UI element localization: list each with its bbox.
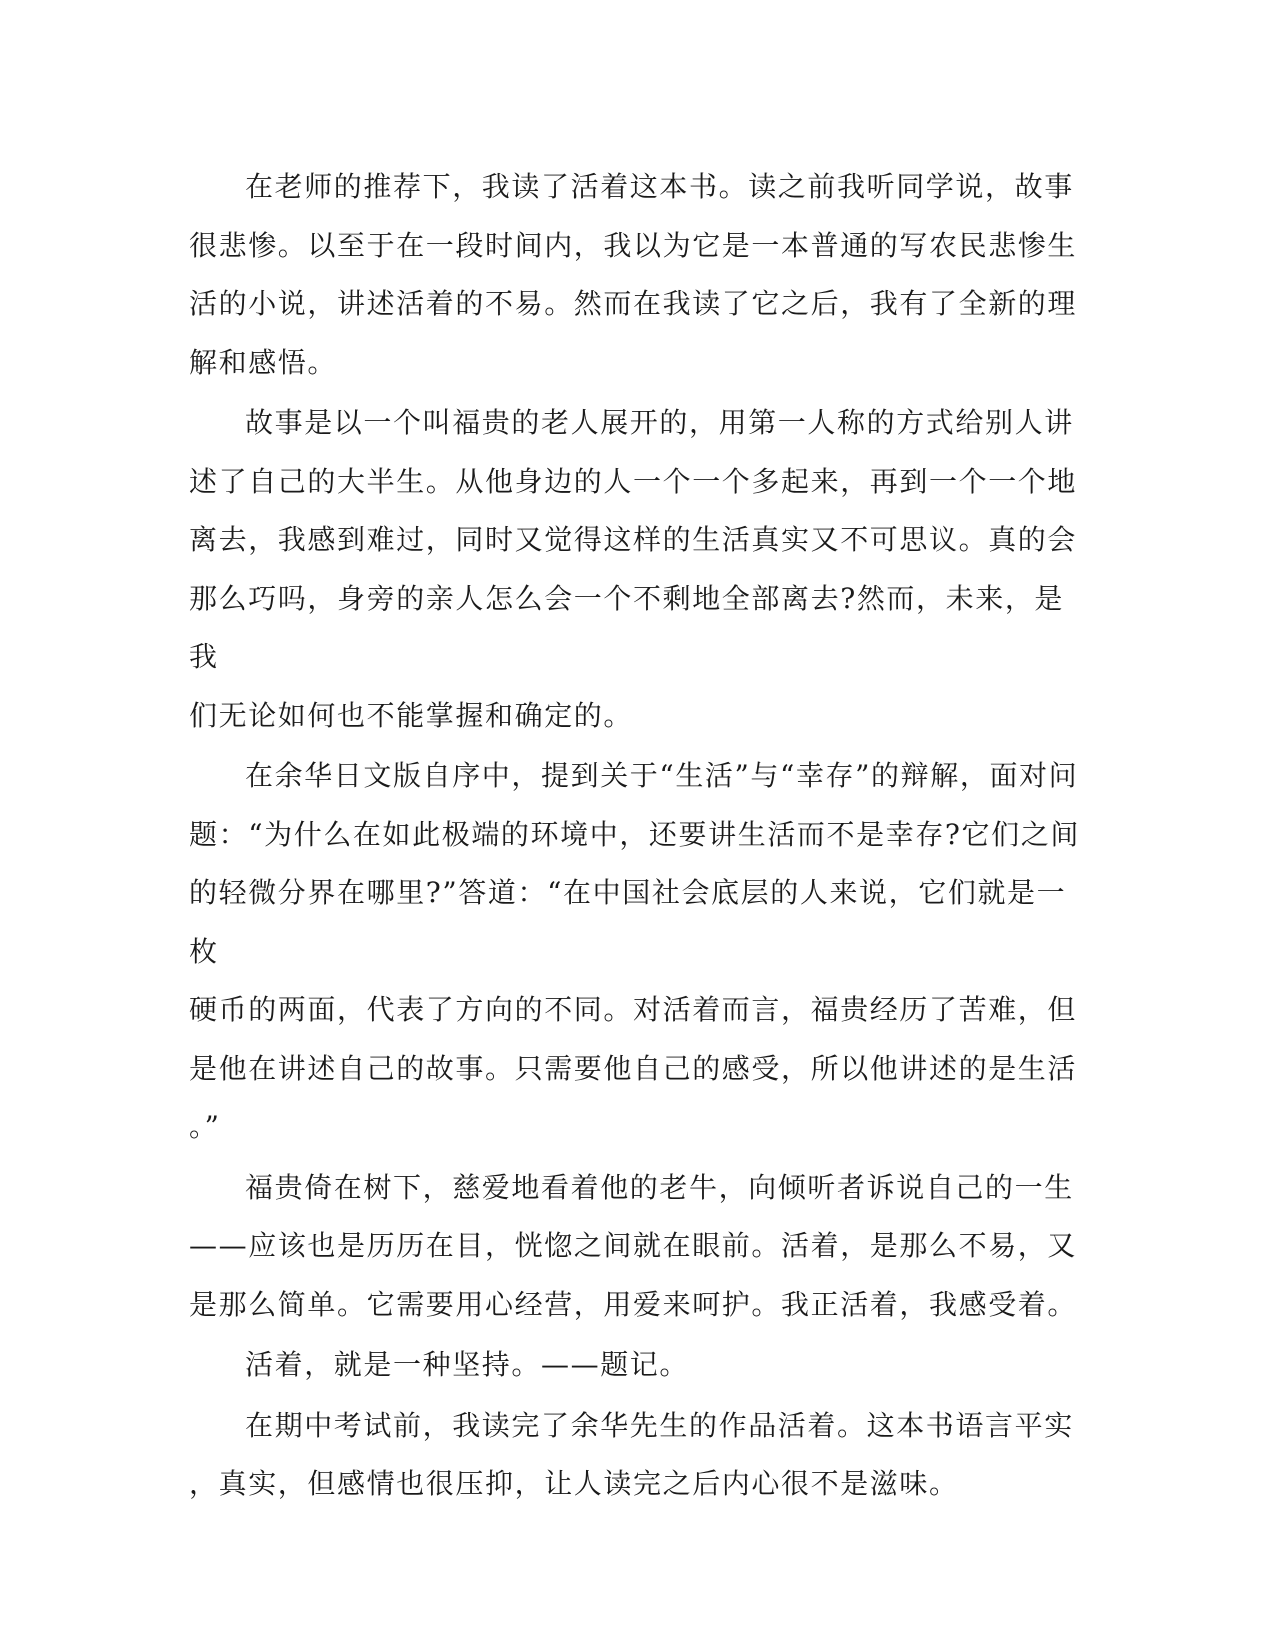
paragraph-3: 在余华日文版自序中，提到关于“生活”与“幸存”的辩解，面对问 题：“为什么在如此极端的环境中，还要讲生活而不是幸存?它们之间 的轻微分界在哪里?”答道：“在中国社会底层的人来说，它们就是一枚 硬币的两面，代表了方向的不同。对活着而言，福贵经历了苦难，但 是他在讲述自己的故事。只需要他自己的感受，所以他讲述的是生活 。”: [189, 759, 1080, 1143]
paragraph-2: 故事是以一个叫福贵的老人展开的，用第一人称的方式给别人讲 述了自己的大半生。从他身边的人一个一个多起来，再到一个一个地 离去，我感到难过，同时又觉得这样的生活真实又不可思议。真的会 那么巧吗，身旁的亲人怎么会一个不剩地全部离去?然而，未来，是我 们无论如何也不能掌握和确定的。: [189, 406, 1078, 732]
paragraph-4: 福贵倚在树下，慈爱地看着他的老牛，向倾听者诉说自己的一生 ——应该也是历历在目，恍惚之间就在眼前。活着，是那么不易，又 是那么简单。它需要用心经营，用爱来呵护。我正活着，我感受着。: [189, 1170, 1078, 1321]
document-body: [189, 158, 1089, 1514]
paragraph-6: 在期中考试前，我读完了余华先生的作品活着。这本书语言平实 ，真实，但感情也很压抑，让人读完之后内心很不是滋味。: [189, 1408, 1074, 1500]
paragraph-5: 活着，就是一种坚持。——题记。: [245, 1348, 690, 1381]
paragraph-1: 在老师的推荐下，我读了活着这本书。读之前我听同学说，故事 很悲惨。以至于在一段时间内，我以为它是一本普通的写农民悲惨生 活的小说，讲述活着的不易。然而在我读了它之后，我有了全新的理 解和感悟。: [189, 170, 1078, 379]
